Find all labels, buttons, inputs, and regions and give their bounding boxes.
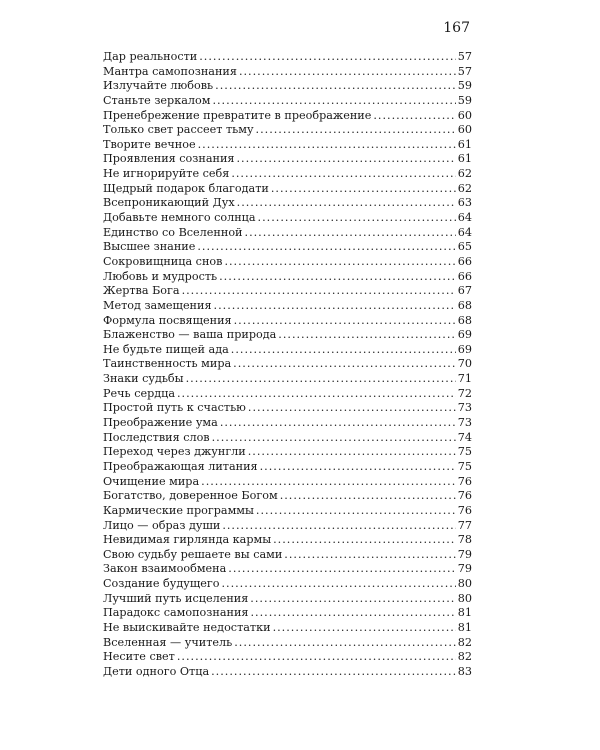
toc-entry[interactable]: [103, 152, 472, 167]
toc-entry-page: 65: [457, 240, 472, 254]
dot-leader: [273, 533, 456, 548]
toc-entry[interactable]: [103, 401, 472, 416]
toc-entry-page: 73: [457, 416, 472, 430]
toc-entry-page: 76: [457, 503, 472, 517]
toc-entry-title: Знаки судьбы: [103, 372, 184, 386]
dot-leader: [215, 79, 456, 94]
toc-entry-title: Речь сердца: [103, 386, 175, 400]
dot-leader: [201, 475, 456, 490]
toc-entry-title: Преображающая литания: [103, 459, 258, 473]
toc-entry-page: 68: [457, 313, 472, 327]
toc-entry-title: Закон взаимообмена: [103, 562, 227, 576]
toc-entry-title: Вселенная — учитель: [103, 635, 233, 649]
toc-entry-title: Очищение мира: [103, 474, 200, 488]
toc-entry-title: Метод замещения: [103, 298, 212, 312]
toc-entry-title: Богатство, доверенное Богом: [103, 489, 278, 503]
table-of-contents: [103, 50, 472, 680]
dot-leader: [250, 592, 455, 607]
toc-entry-page: 60: [457, 108, 472, 122]
dot-leader: [284, 548, 455, 563]
toc-entry[interactable]: [103, 621, 472, 636]
dot-leader: [233, 357, 456, 372]
toc-entry[interactable]: [103, 636, 472, 651]
toc-entry-page: 63: [457, 196, 472, 210]
dot-leader: [231, 343, 456, 358]
toc-entry-title: Всепроникающий Дух: [103, 196, 235, 210]
page-number: 167: [443, 20, 470, 36]
toc-entry-title: Единство со Вселенной: [103, 225, 243, 239]
toc-entry[interactable]: [103, 123, 472, 138]
toc-entry-page: 69: [457, 342, 472, 356]
toc-entry-page: 64: [457, 225, 472, 239]
dot-leader: [258, 211, 456, 226]
toc-entry-page: 81: [457, 620, 472, 634]
toc-entry-page: 76: [457, 489, 472, 503]
toc-entry-title: Мантра самопознания: [103, 64, 237, 78]
toc-entry[interactable]: [103, 489, 472, 504]
toc-entry-page: 69: [457, 328, 472, 342]
toc-entry-page: 61: [457, 152, 472, 166]
toc-entry-page: 64: [457, 211, 472, 225]
toc-entry-title: Парадокс самопознания: [103, 606, 249, 620]
toc-entry-title: Излучайте любовь: [103, 79, 214, 93]
toc-entry-title: Добавьте немного солнца: [103, 211, 256, 225]
toc-entry[interactable]: [103, 328, 472, 343]
dot-leader: [278, 328, 455, 343]
toc-entry-title: Создание будущего: [103, 577, 220, 591]
toc-entry-title: Любовь и мудрость: [103, 269, 218, 283]
toc-entry-page: 67: [457, 284, 472, 298]
dot-leader: [198, 138, 456, 153]
toc-entry[interactable]: [103, 167, 472, 182]
dot-leader: [212, 431, 456, 446]
toc-entry-title: Высшее знание: [103, 240, 196, 254]
dot-leader: [177, 387, 456, 402]
toc-entry-page: 74: [457, 430, 472, 444]
toc-entry-title: Невидимая гирлянда кармы: [103, 533, 272, 547]
toc-entry[interactable]: [103, 548, 472, 563]
dot-leader: [224, 255, 455, 270]
toc-entry-title: Станьте зеркалом: [103, 93, 211, 107]
dot-leader: [248, 401, 456, 416]
dot-leader: [214, 299, 456, 314]
toc-entry-page: 72: [457, 386, 472, 400]
toc-entry[interactable]: [103, 387, 472, 402]
dot-leader: [177, 650, 456, 665]
toc-entry-page: 68: [457, 298, 472, 312]
dot-leader: [237, 196, 456, 211]
toc-entry[interactable]: [103, 50, 472, 65]
toc-entry-page: 57: [457, 50, 472, 63]
toc-entry-title: Жертва Бога: [103, 284, 180, 298]
toc-entry[interactable]: [103, 606, 472, 621]
toc-entry[interactable]: [103, 109, 472, 124]
toc-entry-page: 78: [457, 533, 472, 547]
toc-entry[interactable]: [103, 94, 472, 109]
toc-entry[interactable]: [103, 357, 472, 372]
toc-entry[interactable]: [103, 431, 472, 446]
toc-entry[interactable]: [103, 196, 472, 211]
toc-entry[interactable]: [103, 504, 472, 519]
toc-entry-page: 71: [457, 372, 472, 386]
toc-entry-page: 61: [457, 137, 472, 151]
toc-entry[interactable]: [103, 577, 472, 592]
dot-leader: [373, 109, 455, 124]
dot-leader: [260, 460, 456, 475]
toc-entry[interactable]: [103, 562, 472, 577]
toc-entry[interactable]: [103, 372, 472, 387]
toc-entry-page: 75: [457, 445, 472, 459]
toc-entry-title: Несите свет: [103, 650, 175, 664]
toc-entry-title: Свою судьбу решаете вы сами: [103, 547, 283, 561]
dot-leader: [199, 50, 456, 65]
dot-leader: [231, 167, 455, 182]
toc-entry-title: Проявления сознания: [103, 152, 235, 166]
dot-leader: [222, 519, 455, 534]
toc-entry-page: 66: [457, 254, 472, 268]
toc-entry[interactable]: [103, 650, 472, 665]
toc-entry-page: 59: [457, 93, 472, 107]
toc-entry-page: 81: [457, 606, 472, 620]
toc-entry[interactable]: [103, 240, 472, 255]
toc-entry-title: Формула посвящения: [103, 313, 232, 327]
toc-entry[interactable]: [103, 445, 472, 460]
toc-entry[interactable]: [103, 343, 472, 358]
toc-entry-page: 79: [457, 547, 472, 561]
toc-entry-page: 76: [457, 474, 472, 488]
dot-leader: [250, 606, 455, 621]
dot-leader: [271, 182, 456, 197]
toc-entry-page: 79: [457, 562, 472, 576]
toc-entry[interactable]: [103, 475, 472, 490]
toc-entry-title: Преображение ума: [103, 416, 218, 430]
toc-entry[interactable]: [103, 211, 472, 226]
dot-leader: [228, 562, 455, 577]
toc-entry-title: Лучший путь исцеления: [103, 591, 249, 605]
toc-entry[interactable]: [103, 665, 472, 680]
toc-entry[interactable]: [103, 65, 472, 80]
toc-entry-page: 59: [457, 79, 472, 93]
toc-entry-title: Не будьте пищей ада: [103, 342, 229, 356]
dot-leader: [182, 284, 456, 299]
toc-entry-title: Щедрый подарок благодати: [103, 181, 269, 195]
dot-leader: [239, 65, 456, 80]
toc-entry-title: Только свет рассеет тьму: [103, 123, 254, 137]
toc-entry-title: Простой путь к счастью: [103, 401, 246, 415]
toc-entry[interactable]: [103, 519, 472, 534]
toc-entry[interactable]: [103, 533, 472, 548]
toc-entry-title: Не выискивайте недостатки: [103, 620, 271, 634]
dot-leader: [221, 577, 455, 592]
toc-entry-title: Пренебрежение превратите в преображение: [103, 108, 372, 122]
dot-leader: [245, 226, 456, 241]
toc-entry[interactable]: [103, 284, 472, 299]
dot-leader: [256, 123, 456, 138]
toc-entry-page: 60: [457, 123, 472, 137]
toc-entry[interactable]: [103, 138, 472, 153]
toc-entry-title: Лицо — образ души: [103, 518, 221, 532]
toc-entry[interactable]: [103, 79, 472, 94]
dot-leader: [220, 416, 456, 431]
toc-entry-title: Кармические программы: [103, 503, 254, 517]
toc-entry-title: Таинственность мира: [103, 357, 232, 371]
dot-leader: [211, 665, 456, 680]
toc-entry-title: Дар реальности: [103, 50, 198, 63]
dot-leader: [273, 621, 456, 636]
toc-entry-title: Блаженство — ваша природа: [103, 328, 277, 342]
toc-entry[interactable]: [103, 255, 472, 270]
toc-entry-page: 57: [457, 64, 472, 78]
dot-leader: [197, 240, 455, 255]
toc-entry[interactable]: [103, 226, 472, 241]
toc-entry[interactable]: [103, 270, 472, 285]
toc-entry[interactable]: [103, 314, 472, 329]
toc-entry-page: 82: [457, 650, 472, 664]
dot-leader: [280, 489, 456, 504]
toc-entry-page: 77: [457, 518, 472, 532]
toc-entry-page: 82: [457, 635, 472, 649]
dot-leader: [186, 372, 456, 387]
dot-leader: [236, 152, 455, 167]
toc-entry-page: 80: [457, 577, 472, 591]
toc-entry[interactable]: [103, 299, 472, 314]
toc-entry[interactable]: [103, 182, 472, 197]
toc-entry-page: 83: [457, 664, 472, 678]
toc-entry-title: Дети одного Отца: [103, 664, 210, 678]
dot-leader: [256, 504, 456, 519]
toc-entry-page: 62: [457, 167, 472, 181]
toc-entry-page: 62: [457, 181, 472, 195]
toc-entry-page: 70: [457, 357, 472, 371]
toc-entry-title: Не игнорируйте себя: [103, 167, 230, 181]
dot-leader: [212, 94, 455, 109]
toc-entry-title: Сокровищница снов: [103, 254, 223, 268]
toc-entry-page: 66: [457, 269, 472, 283]
toc-entry-page: 75: [457, 459, 472, 473]
dot-leader: [248, 445, 456, 460]
toc-entry-page: 73: [457, 401, 472, 415]
toc-entry[interactable]: [103, 460, 472, 475]
dot-leader: [219, 270, 456, 285]
dot-leader: [234, 314, 456, 329]
toc-entry-title: Переход через джунгли: [103, 445, 246, 459]
toc-entry-title: Последствия слов: [103, 430, 210, 444]
toc-entry[interactable]: [103, 416, 472, 431]
toc-entry-title: Творите вечное: [103, 137, 196, 151]
dot-leader: [234, 636, 456, 651]
toc-entry-page: 80: [457, 591, 472, 605]
toc-entry[interactable]: [103, 592, 472, 607]
